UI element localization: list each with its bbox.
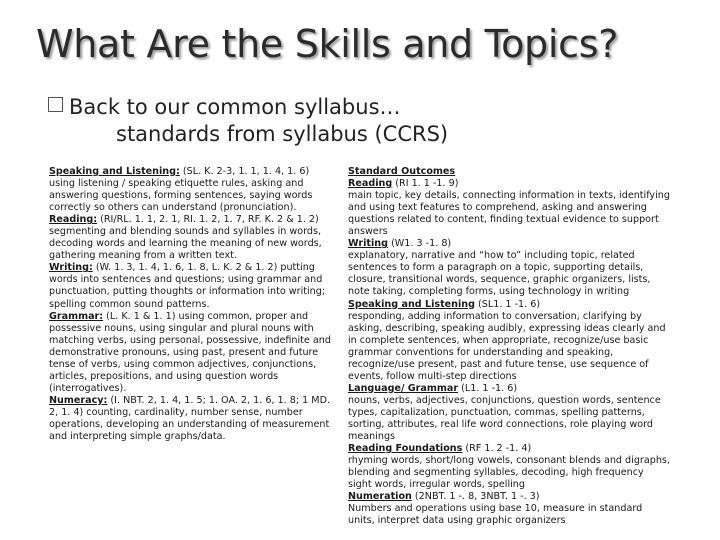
outcome-grammar-text: nouns, verbs, adjectives, conjunctions, question words, sentence types, capitalization, punctuation, commas, spelling patterns, sorting, attributes, real life word connections, role playing word meanings (348, 394, 661, 443)
outcome-speaking-text: responding, adding information to conversation, clarifying by asking, describing, speaking audibly, expressing ideas clearly and in complete sentences, when appropriate, recognize/use basic grammar conventions for understanding and speaking, recognize/use present, past and future tense, use sequence of events, follow multi-step directions (348, 310, 666, 382)
bullet-item (48, 94, 688, 148)
outcome-numeration-title (348, 491, 670, 503)
section-heading: Writing (348, 238, 389, 250)
outcome-reading-text: main topic, key details, connecting information in texts, identifying and using text features to comprehend, asking and answering questions related to content, finding textual evidence to support answers (348, 190, 670, 238)
outcome-foundations-title (348, 443, 670, 455)
section-code: (2NBT. 1 -. 8, 3NBT. 1 -. 3) (411, 491, 540, 503)
slide-title: What Are the Skills and Topics? (36, 22, 619, 66)
section-heading: Reading (348, 178, 393, 190)
outcome-reading-title (348, 178, 670, 190)
skills-column (49, 166, 334, 443)
outcome-foundations-text: rhyming words, short/long vowels, consonant blends and digraphs, blending and segmenting syllables, decoding, high frequency sight words, irregular words, spelling (348, 455, 670, 491)
section-text: (W. 1. 3, 1. 4, 1. 6, 1. 8, L. K. 2 & 1. 2) putting words into sentences and questions; using grammar and punctuation, putting thoughts or information into writing; spelling common sound patterns. (49, 262, 326, 310)
section-heading: Speaking and Listening: (49, 166, 180, 177)
section-code: (RI 1. 1 -1. 9) (392, 178, 459, 190)
section-heading: Numeration (348, 491, 412, 503)
bullet-line-1 (48, 94, 688, 121)
skill-section-grammar (49, 311, 334, 395)
outcome-writing-title (348, 238, 670, 250)
section-text: (I. NBT. 2, 1. 4, 1. 5; 1. OA. 2, 1. 6, 1. 8; 1 MD. 2, 1. 4) counting, cardinality, number sense, number operations, developing an understanding of measurement and interpreting simple graphs/data. (49, 394, 331, 443)
outcome-numeration-text: Numbers and operations using base 10, measure in standard units, interpret data using graphic organizers (348, 503, 643, 527)
skill-section-writing (49, 262, 334, 310)
section-text: (RI/RL. 1. 1, 2. 1, RI. 1. 2, 1. 7, RF. K. 2 & 1. 2) segmenting and blending sounds and syllables in words, decoding words and learning the meaning of new words, gathering meaning from a written text. (49, 214, 322, 262)
section-heading: Writing: (49, 262, 93, 274)
section-text: (L. K. 1 & 1. 1) using common, proper and possessive nouns, using singular and plural nouns with matching verbs, using personal, possessive, indefinite and demonstrative pronouns, using past, present and future tense of verbs, using common adjectives, conjunctions, articles, prepositions, and using question words (interrogatives). (49, 310, 331, 394)
section-heading: Speaking and Listening (348, 298, 475, 310)
outcome-grammar-title (348, 383, 670, 395)
skill-section-reading (49, 214, 334, 262)
outcome-speaking-title (348, 299, 670, 311)
outcome-writing-text: explanatory, narrative and “how to” including topic, related sentences to form a paragraph on a topic, supporting details, closure, transitional words, sequence, graphic organizers, lists, note taking, completing forms, using technology in writing (348, 250, 651, 298)
section-code: (RF 1. 2 -1. 4) (462, 443, 532, 455)
section-heading: Reading: (49, 214, 98, 226)
bullet-text-1: Back to our common syllabus… (69, 95, 401, 119)
section-heading: Numeracy: (49, 394, 108, 406)
section-text: (SL. K. 2-3, 1. 1, 1. 4, 1. 6) using listening / speaking etiquette rules, asking and answering questions, forming sentences, saying words correctly so others can understand (pronunciation). (49, 166, 313, 214)
bullet-line-2: standards from syllabus (CCRS) (116, 122, 449, 146)
section-code: (L1. 1 -1. 6) (458, 382, 518, 394)
section-code: (SL1. 1 -1. 6) (475, 298, 541, 310)
square-bullet-icon (48, 97, 63, 112)
section-heading: Reading Foundations (348, 443, 463, 455)
section-heading: Language/ Grammar (348, 382, 459, 394)
section-code: (W1. 3 -1. 8) (388, 238, 452, 250)
outcomes-column (348, 166, 670, 527)
skill-section-speaking (49, 166, 334, 214)
section-heading: Grammar: (49, 310, 104, 322)
outcomes-heading: Standard Outcomes (348, 166, 456, 177)
skill-section-numeracy (49, 395, 334, 443)
